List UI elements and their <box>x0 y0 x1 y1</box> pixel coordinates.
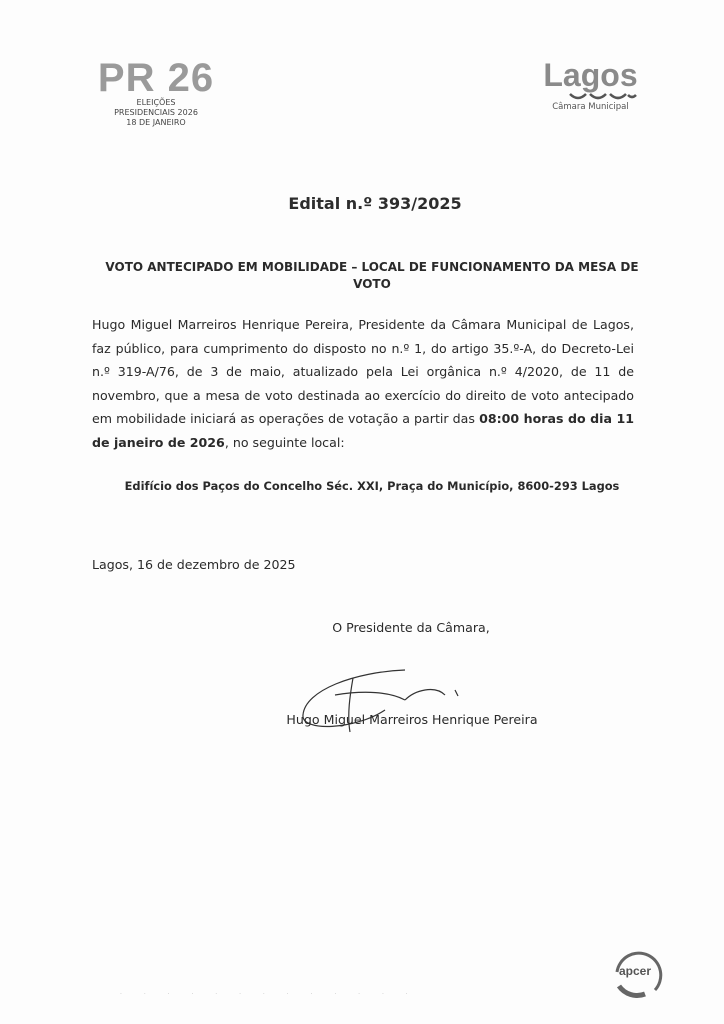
svg-text:apcer: apcer <box>619 964 652 978</box>
pr26-logo-line1: ELEIÇÕES <box>136 98 176 107</box>
document-subtitle: VOTO ANTECIPADO EM MOBILIDADE – LOCAL DE FUNCIONAMENTO DA MESA DE VOTO <box>105 260 639 291</box>
paragraph-text: Hugo Miguel Marreiros Henrique Pereira, Presidente da Câmara Municipal de Lagos, faz público, para cumprimento do disposto no n.º 1, do artigo 35.º-A, do Decreto-Lei n.º 319-A/76, de 3 de maio, atualizado pela Lei orgânica n.º 4/2020, de 11 de novembro, que a mesa de voto destinada ao exercício do direito de voto antecipado em mobilidade iniciará as operações de votação a partir das <box>92 317 634 426</box>
signatory-role: O Presidente da Câmara, <box>332 620 490 635</box>
lagos-municipality-logo <box>528 58 653 112</box>
paragraph-bold-datetime: 08:00 horas do dia 11 de janeiro de 2026 <box>92 411 634 450</box>
voting-location-address: Edifício dos Paços do Concelho Séc. XXI, Praça do Município, 8600-293 Lagos <box>124 479 620 493</box>
document-date: Lagos, 16 de dezembro de 2025 <box>92 557 296 572</box>
footer-scan-marks: · · · · · · · · · · · · · <box>120 991 418 998</box>
document-title: Edital n.º 393/2025 <box>288 194 462 213</box>
signatory-name: Hugo Miguel Marreiros Henrique Pereira <box>286 712 538 727</box>
waves-icon <box>568 92 638 102</box>
apcer-certification-seal <box>605 942 675 1002</box>
pr26-logo-text: PR 26 <box>97 56 215 100</box>
pr26-election-logo <box>86 58 226 128</box>
paragraph-end: , no seguinte local: <box>224 434 345 450</box>
lagos-logo-word: Lagos <box>543 57 638 93</box>
pr26-logo-line3: 18 DE JANEIRO <box>126 118 186 127</box>
body-paragraph <box>92 313 634 454</box>
pr26-logo-line2: PRESIDENCIAIS 2026 <box>114 108 198 117</box>
lagos-logo-subtitle: Câmara Municipal <box>552 102 629 112</box>
